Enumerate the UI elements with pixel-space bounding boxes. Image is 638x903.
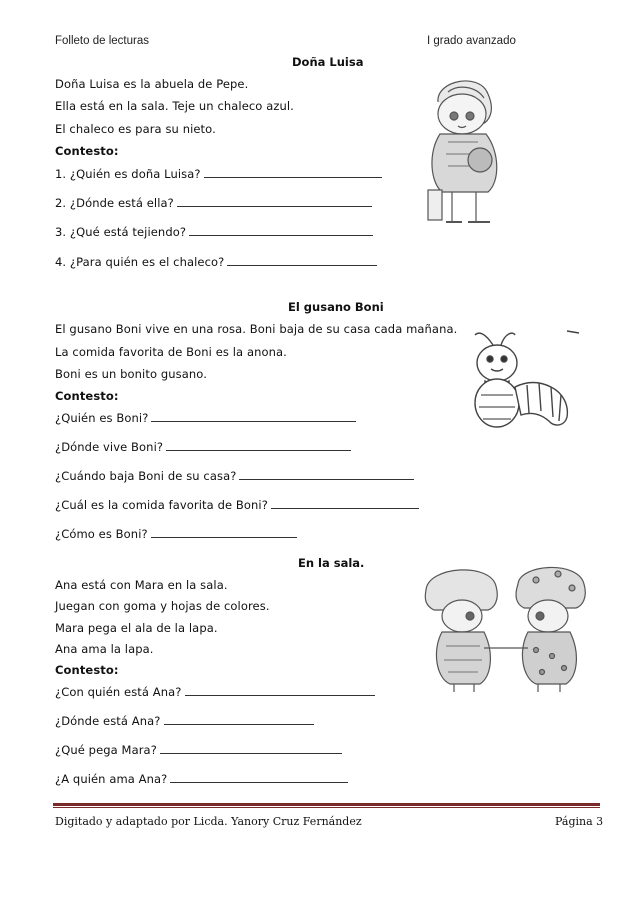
answer-blank[interactable] [185,684,375,696]
question-text: ¿Qué pega Mara? [55,743,157,757]
question-line [55,166,382,181]
question-line [55,410,356,425]
contesto-label: Contesto: [55,663,119,677]
caterpillar-illustration [455,325,585,435]
question-text: ¿Quién es Boni? [55,411,149,425]
contesto-label: Contesto: [55,389,119,403]
answer-blank[interactable] [160,742,342,754]
question-text: 2. ¿Dónde está ella? [55,196,174,210]
question-line [55,497,419,512]
answer-blank[interactable] [204,166,382,178]
question-line [55,224,373,239]
header-right: I grado avanzado [427,35,516,47]
footer-author: Digitado y adaptado por Licda. Yanory Cruz Fernández [55,815,362,828]
footer-divider-thin [53,807,600,808]
section-title-dona-luisa: Doña Luisa [292,55,364,69]
question-text: ¿Cuándo baja Boni de su casa? [55,469,237,483]
question-text: ¿Cómo es Boni? [55,527,148,541]
question-line [55,526,297,541]
answer-blank[interactable] [189,224,373,236]
section-title-en-la-sala: En la sala. [298,556,365,570]
two-girls-illustration [418,560,593,695]
header-left: Folleto de lecturas [55,35,149,47]
section-title-gusano-boni: El gusano Boni [288,300,384,314]
question-text: 3. ¿Qué está tejiendo? [55,225,187,239]
answer-blank[interactable] [164,713,314,725]
story-line: Boni es un bonito gusano. [55,367,207,381]
question-text: ¿Dónde está Ana? [55,714,161,728]
answer-blank[interactable] [170,771,348,783]
question-line [55,684,375,699]
question-line [55,771,348,786]
question-line [55,468,414,483]
question-text: ¿Con quién está Ana? [55,685,182,699]
contesto-label: Contesto: [55,144,119,158]
question-text: 1. ¿Quién es doña Luisa? [55,167,201,181]
answer-blank[interactable] [239,468,414,480]
answer-blank[interactable] [177,195,372,207]
question-line [55,195,372,210]
footer-divider [53,803,600,806]
story-line: Ana ama la lapa. [55,642,154,656]
question-text: 4. ¿Para quién es el chaleco? [55,255,225,269]
question-line [55,254,377,269]
story-line: Ana está con Mara en la sala. [55,578,228,592]
answer-blank[interactable] [151,526,297,538]
question-text: ¿Dónde vive Boni? [55,440,164,454]
answer-blank[interactable] [151,410,356,422]
story-line: Doña Luisa es la abuela de Pepe. [55,77,249,91]
story-line: Juegan con goma y hojas de colores. [55,599,270,613]
question-text: ¿A quién ama Ana? [55,772,168,786]
question-line [55,742,342,757]
footer-page-number: Página 3 [555,815,604,828]
story-line: Mara pega el ala de la lapa. [55,621,218,635]
question-text: ¿Cuál es la comida favorita de Boni? [55,498,268,512]
story-line: La comida favorita de Boni es la anona. [55,345,287,359]
story-line: El gusano Boni vive en una rosa. Boni baja de su casa cada mañana. [55,322,458,336]
question-line [55,439,351,454]
answer-blank[interactable] [271,497,419,509]
story-line: Ella está en la sala. Teje un chaleco azul. [55,99,294,113]
grandmother-knitting-illustration [418,72,510,227]
answer-blank[interactable] [166,439,351,451]
answer-blank[interactable] [227,254,377,266]
question-line [55,713,314,728]
story-line: El chaleco es para su nieto. [55,122,216,136]
